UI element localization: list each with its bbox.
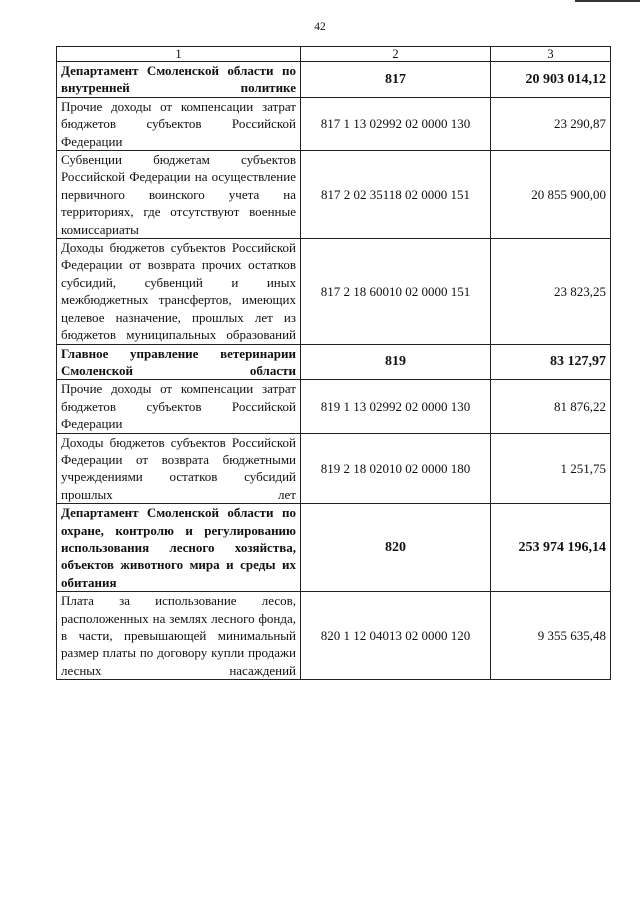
row-amount: 253 974 196,14 [491,504,611,592]
section-row [57,504,611,592]
section-row [57,344,611,380]
row-code: 817 2 18 60010 02 0000 151 [301,239,491,344]
table-row [57,97,611,150]
row-amount: 83 127,97 [491,344,611,380]
scan-edge-line [575,0,640,2]
row-description: Плата за использование лесов, расположенных на землях лесного фонда, в части, превышающей минимальный размер платы по договору купли продажи лесных насаждений [57,592,301,680]
row-amount: 81 876,22 [491,380,611,433]
row-code: 817 [301,62,491,98]
row-amount: 20 855 900,00 [491,151,611,239]
revenue-table [56,46,611,680]
row-description: Главное управление ветеринарии Смоленской области [57,344,301,380]
row-amount: 20 903 014,12 [491,62,611,98]
row-description: Доходы бюджетов субъектов Российской Федерации от возврата бюджетными учреждениями остатков субсидий прошлых лет [57,433,301,504]
page-number: 42 [314,21,326,33]
row-code: 820 1 12 04013 02 0000 120 [301,592,491,680]
row-code: 817 1 13 02992 02 0000 130 [301,97,491,150]
row-description: Департамент Смоленской области по охране, контролю и регулированию использования лесного хозяйства, объектов животного мира и среды их обитания [57,504,301,592]
table-row [57,592,611,680]
row-code: 819 1 13 02992 02 0000 130 [301,380,491,433]
row-code: 820 [301,504,491,592]
header-col-2: 2 [301,47,491,62]
table-row [57,433,611,504]
row-amount: 23 823,25 [491,239,611,344]
row-code: 819 [301,344,491,380]
row-description: Доходы бюджетов субъектов Российской Федерации от возврата прочих остатков субсидий, субвенций и иных межбюджетных трансфертов, имеющих целевое назначение, прошлых лет из бюджетов муниципальных образований [57,239,301,344]
header-col-3: 3 [491,47,611,62]
header-col-1: 1 [57,47,301,62]
row-code: 819 2 18 02010 02 0000 180 [301,433,491,504]
row-description: Субвенции бюджетам субъектов Российской Федерации на осуществление первичного воинского учета на территориях, где отсутствуют военные комиссариаты [57,151,301,239]
row-description: Прочие доходы от компенсации затрат бюджетов субъектов Российской Федерации [57,380,301,433]
row-amount: 1 251,75 [491,433,611,504]
row-description: Департамент Смоленской области по внутренней политике [57,62,301,98]
table-row [57,239,611,344]
row-code: 817 2 02 35118 02 0000 151 [301,151,491,239]
row-description: Прочие доходы от компенсации затрат бюджетов субъектов Российской Федерации [57,97,301,150]
table-row [57,380,611,433]
row-amount: 23 290,87 [491,97,611,150]
revenue-table-body [57,47,611,680]
section-row [57,62,611,98]
table-row [57,151,611,239]
row-amount: 9 355 635,48 [491,592,611,680]
header-row [57,47,611,62]
